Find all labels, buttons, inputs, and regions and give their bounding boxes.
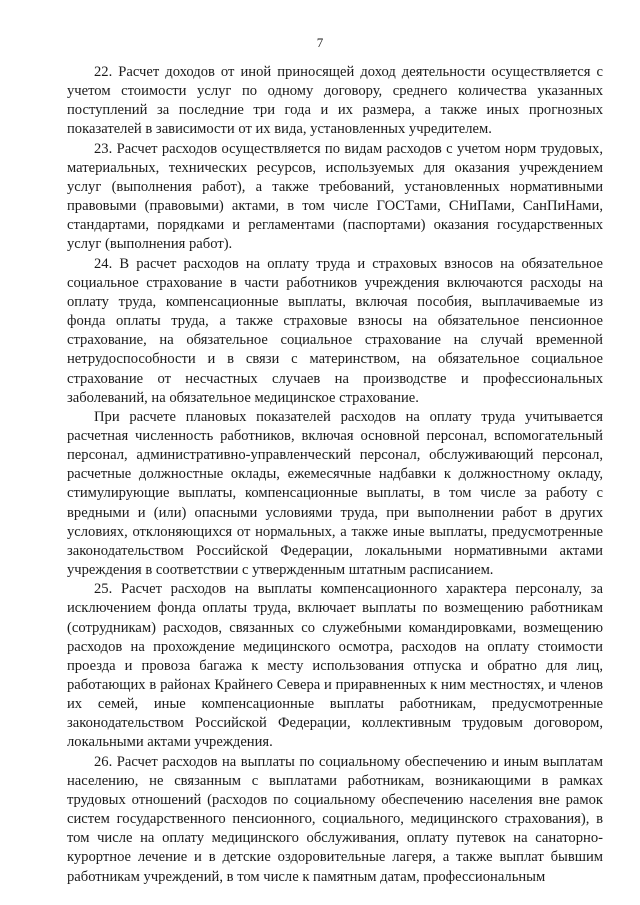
paragraph-26: 26. Расчет расходов на выплаты по социальному обеспечению и иным выплатам населению, не связанным с выплатами работникам, возникающими в рамках трудовых отношений (расходов по социальному обеспечению населения вне рамок систем государственного пенсионного, социального, медицинского страхования), в том числе на оплату медицинского обслуживания, оплату путевок на санаторно-курортное лечение и в детские оздоровительные лагеря, а также выплат бывшим работникам учреждений, в том числе к памятным датам, профессиональным <box>67 753 603 885</box>
paragraph-24: 24. В расчет расходов на оплату труда и страховых взносов на обязательное социальное страхование в части работников учреждения включаются расходы на оплату труда, компенсационные выплаты, включая пособия, выплачиваемые из фонда оплаты труда, а также страховые взносы на обязательное пенсионное страхование, на обязательное социальное страхование на случай временной нетрудоспособности и в связи с материнством, на обязательное социальное страхование от несчастных случаев на производстве и профессиональных заболеваний, на обязательное медицинское страхование. <box>67 255 603 406</box>
paragraph-22: 22. Расчет доходов от иной приносящей доход деятельности осуществляется с учетом стоимости услуг по одному договору, среднего количества указанных поступлений за последние три года и их размера, а также иных прогнозных показателей в зависимости от их вида, установленных учредителем. <box>67 64 603 138</box>
paragraph-23: 23. Расчет расходов осуществляется по видам расходов с учетом норм трудовых, материальных, технических ресурсов, используемых для оказания учреждением услуг (выполнения работ), а также требований, установленных нормативными правовыми (правовыми) актами, в том числе ГОСТами, СНиПами, СанПиНами, стандартами, порядками и регламентами (паспортами) оказания государственных услуг (выполнения работ). <box>67 140 603 253</box>
document-body <box>67 63 603 887</box>
page-number: 7 <box>316 35 324 50</box>
paragraph-24-continuation: При расчете плановых показателей расходов на оплату труда учитывается расчетная численность работников, включая основной персонал, вспомогательный персонал, административно-управленческий персонал, обслуживающий персонал, расчетные должностные оклады, ежемесячные надбавки к должностному окладу, стимулирующие выплаты, компенсационные выплаты, в том числе за работу с вредными и (или) опасными условиями труда, при выполнении работ в других условиях, отклоняющихся от нормальных, а также иные выплаты, предусмотренные законодательством Российской Федерации, локальными нормативными актами учреждения в соответствии с утвержденным штатным расписанием. <box>67 408 603 579</box>
paragraph-25: 25. Расчет расходов на выплаты компенсационного характера персоналу, за исключением фонда оплаты труда, включает выплаты по возмещению работникам (сотрудникам) расходов, связанных со служебными командировками, возмещению расходов на прохождение медицинского осмотра, расходов на оплату стоимости проезда и провоза багажа к месту использования отпуска и обратно для лиц, работающих в районах Крайнего Севера и приравненных к ним местностях, и членов их семей, иные компенсационные выплаты работникам, предусмотренные законодательством Российской Федерации, коллективным трудовым договором, локальными актами учреждения. <box>67 581 603 751</box>
